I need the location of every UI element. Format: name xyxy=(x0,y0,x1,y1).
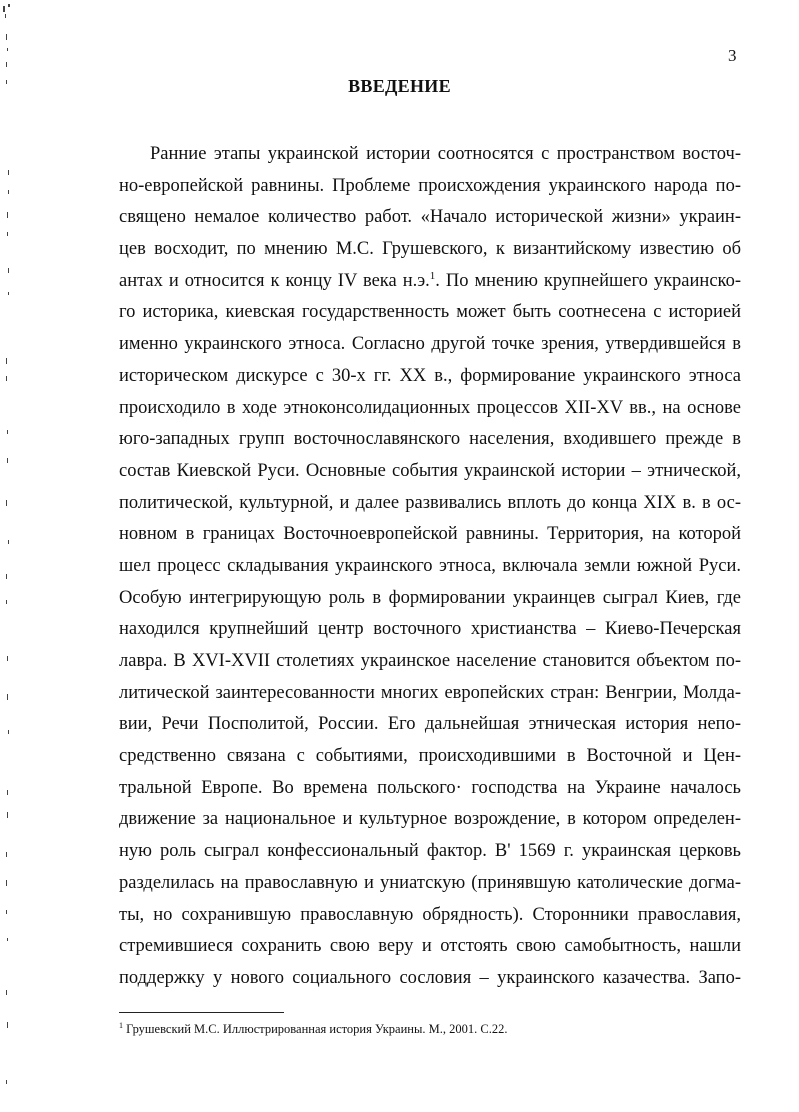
paragraph-line: политической, культурной, и далее развивались вплоть до конца XIX в. в ос- xyxy=(119,492,741,513)
paragraph-line: цев восходит, по мнению М.С. Грушевского, к византийскому известию об xyxy=(119,239,741,260)
footnote-divider xyxy=(119,1012,284,1013)
paragraph-line: средственно связана с событиями, происходившими в Восточной и Цен- xyxy=(119,746,741,767)
footnote-text: Грушевский М.С. Иллюстрированная история Украины. М., 2001. С.22. xyxy=(126,1022,508,1036)
paragraph-line: юго-западных групп восточнославянского населения, входившего прежде в xyxy=(119,429,741,450)
paragraph-line: новном в границах Восточноевропейской равнины. Территория, на которой xyxy=(119,524,741,545)
paragraph-line: лавра. В XVI-XVII столетиях украинское население становится объектом по- xyxy=(119,651,741,671)
main-paragraph xyxy=(119,139,741,995)
page-number: 3 xyxy=(728,46,737,65)
paragraph-line: литической заинтересованности многих европейских стран: Венгрии, Молда- xyxy=(119,682,741,703)
paragraph-line-end: . По мнению крупнейшего украинско- xyxy=(435,270,741,291)
paragraph-line: состав Киевской Руси. Основные события украинской истории – этнической, xyxy=(119,460,741,481)
paragraph-line-with-footnote-ref xyxy=(119,266,741,298)
paragraph-line: тральной Европе. Во времена польского· господства на Украине началось xyxy=(119,777,741,798)
paragraph-line: разделилась на православную и униатскую (принявшую католические догма- xyxy=(119,872,741,893)
paragraph-line: ты, но сохранившую православную обрядность). Сторонники православия, xyxy=(119,904,741,925)
scan-margin-specks xyxy=(0,0,20,1107)
paragraph-line: шел процесс складывания украинского этноса, включала земли южной Руси. xyxy=(119,555,741,576)
paragraph-line: священо немалое количество работ. «Начало исторической жизни» украин- xyxy=(119,207,741,228)
paragraph-line: стремившиеся сохранить свою веру и отстоять свою самобытность, нашли xyxy=(119,936,741,957)
paragraph-line: находился крупнейший центр восточного христианства – Киево-Печерская xyxy=(119,619,741,640)
paragraph-line: Ранние этапы украинской истории соотносятся с пространством восточ- xyxy=(150,144,741,164)
paragraph-line: ную роль сыграл конфессиональный фактор. В' 1569 г. украинская церковь xyxy=(119,841,741,862)
paragraph-line: но-европейской равнины. Проблеме происхождения украинского народа по- xyxy=(119,175,741,196)
paragraph-line: вии, Речи Посполитой, России. Его дальнейшая этническая история непо- xyxy=(119,714,741,735)
paragraph-line: историческом дискурсе с 30-х гг. XX в., формирование украинского этноса xyxy=(119,365,741,386)
footnote xyxy=(119,1022,507,1037)
footnote-reference: 1 xyxy=(429,269,436,282)
paragraph-line: Особую интегрирующую роль в формировании украинцев сыграл Киев, где xyxy=(119,587,741,608)
paragraph-line: го историка, киевская государственность может быть соотнесена с историей xyxy=(119,302,741,323)
paragraph-line-start: антах и относится к концу IV века н.э. xyxy=(119,270,430,291)
footnote-marker: 1 xyxy=(119,1020,123,1030)
paragraph-line: поддержку у нового социального сословия – украинского казачества. Запо- xyxy=(119,967,741,988)
section-title: ВВЕДЕНИЕ xyxy=(348,76,451,96)
paragraph-line: происходило в ходе этноконсолидационных процессов XII-XV вв., на основе xyxy=(119,397,741,418)
paragraph-line: именно украинского этноса. Согласно другой точке зрения, утвердившейся в xyxy=(119,334,741,355)
paragraph-line: движение за национальное и культурное возрождение, в котором определен- xyxy=(119,809,741,830)
